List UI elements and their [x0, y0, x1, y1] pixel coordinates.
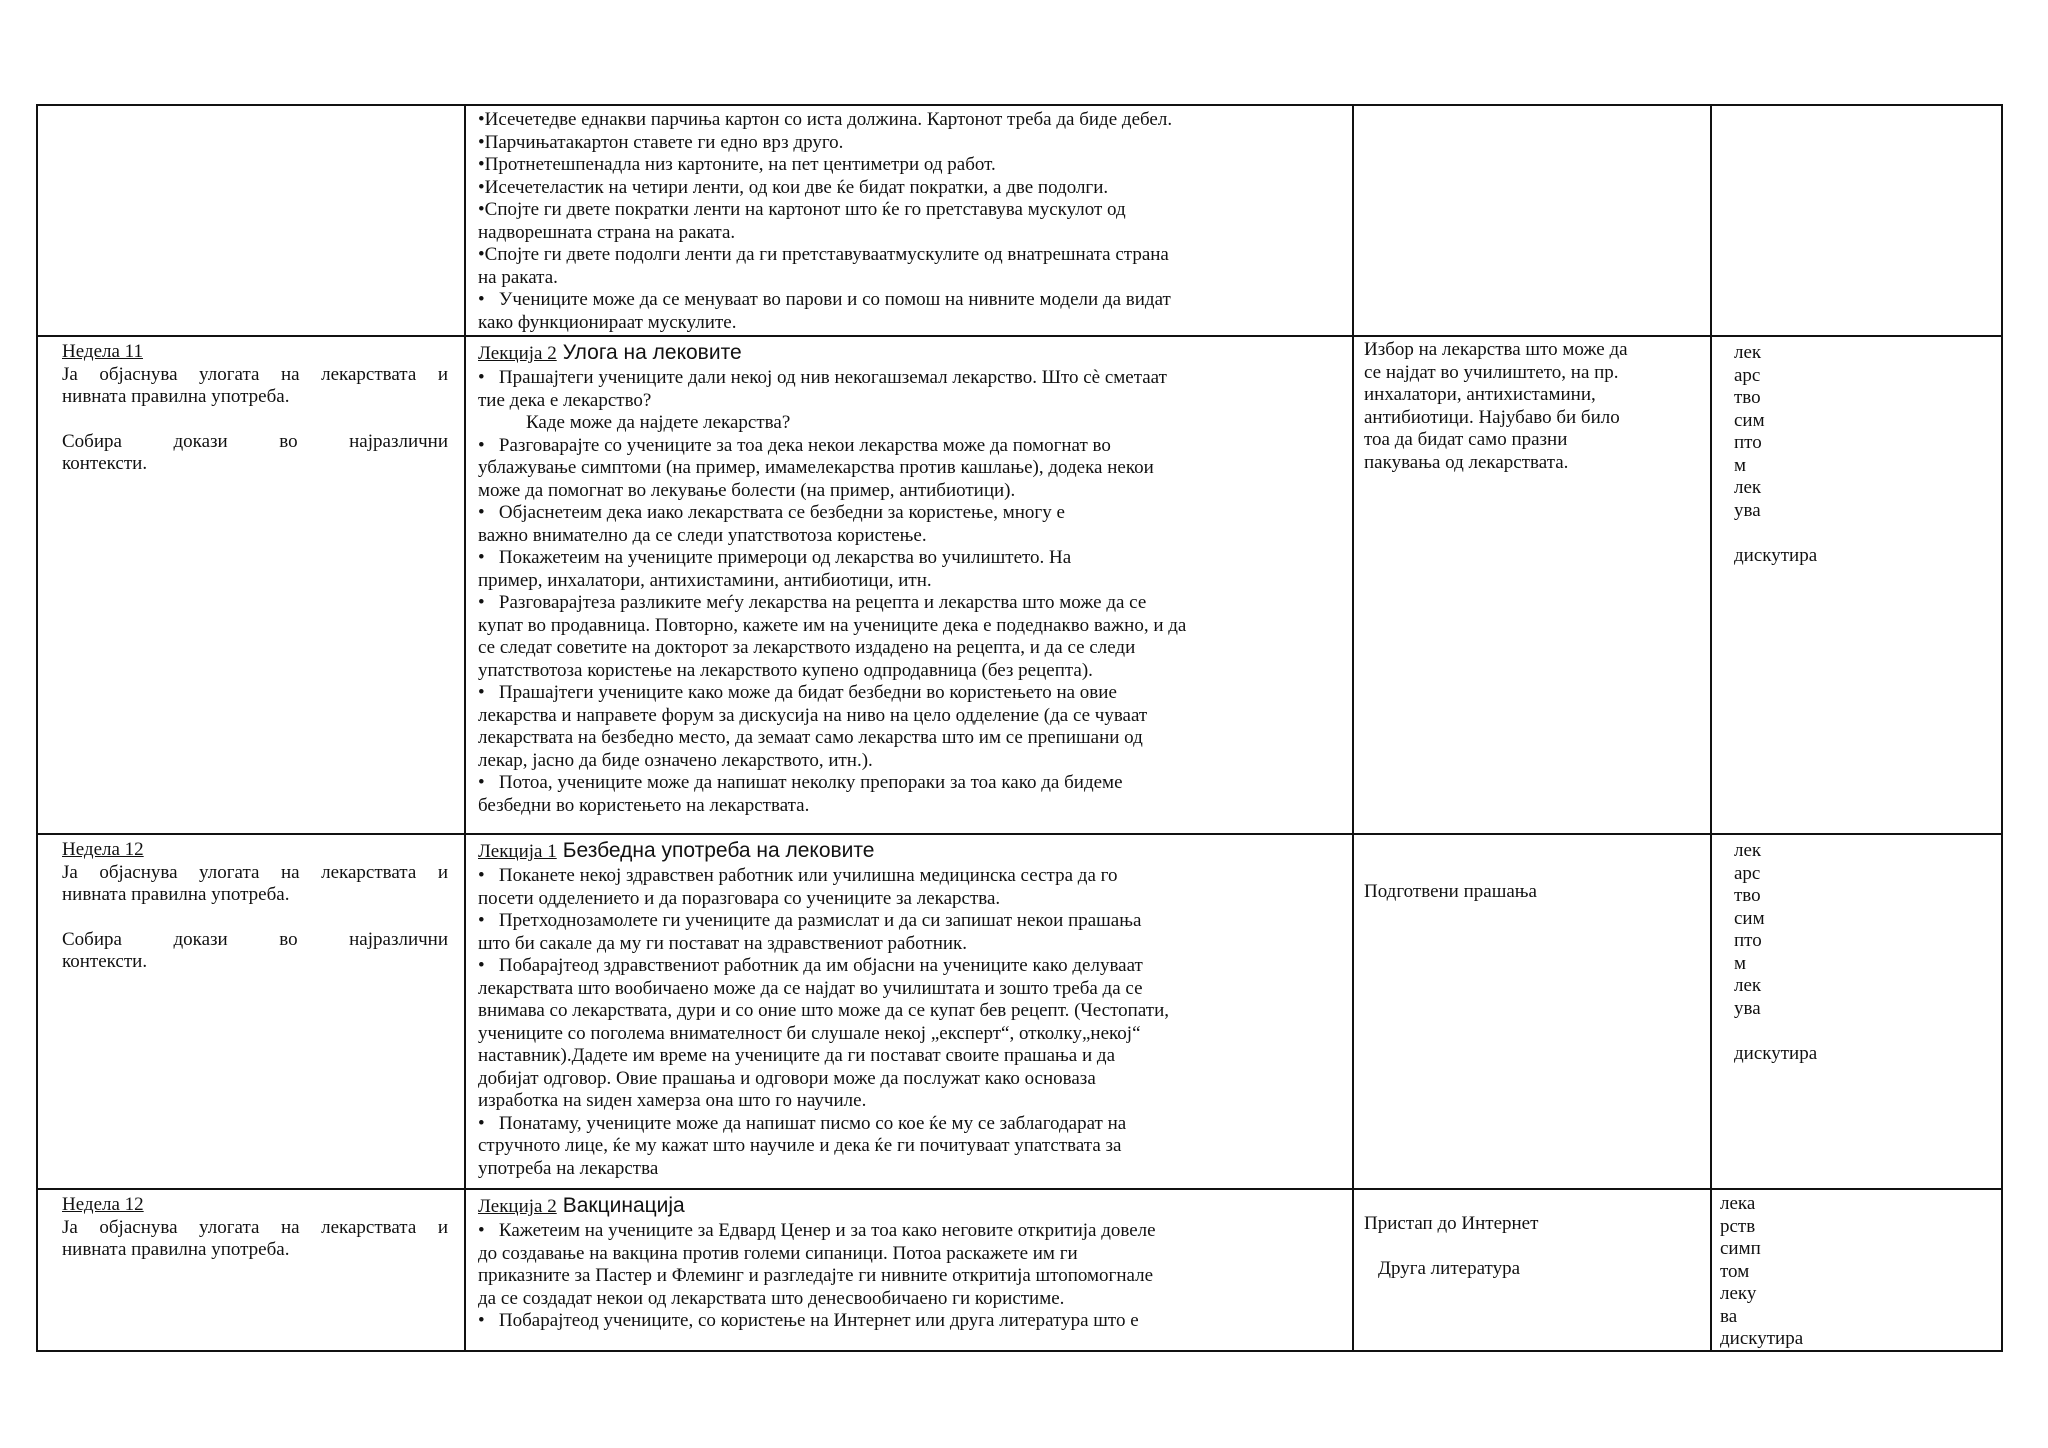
activity-line: пример, инхалатори, антихистамини, антибиотици, итн.: [478, 569, 932, 591]
resources-cell: [1364, 339, 1704, 829]
activity-line: лекарствата на безбедно место, да земаат само лекарства што им се препишани од: [478, 727, 1143, 748]
activity-line: • Учениците може да се менуваат во парови и со помош на нивните модели да видат: [478, 289, 1171, 310]
objectives-cell: [62, 1194, 448, 1346]
lesson-heading: [478, 341, 1348, 365]
row-divider-3: [36, 1188, 2003, 1190]
activity-line: •Исечетедве еднакви парчиња картон со иста должина. Картонот треба да биде дебел.: [478, 109, 1173, 130]
term-fragment: пто: [1734, 930, 1762, 951]
activity-line: упатствотоза користење на лекарството купено одпродавница (без рецепта).: [478, 659, 1093, 681]
activity-line: •Исечетеластик на четири ленти, од кои две ќе бидат пократки, а две подолги.: [478, 176, 1109, 198]
activities-cell: [478, 109, 1348, 333]
activities-cell: [478, 1194, 1348, 1348]
activity-line: • Прашајтеги учениците како може да бидат безбедни во користењето на овие: [478, 682, 1117, 703]
term-fragment: лек: [1734, 975, 1762, 996]
week-label: Недела 12: [62, 839, 144, 860]
activity-line: добијат одговор. Овие прашања и одговори може да послужат како основаза: [478, 1067, 1096, 1089]
activity-line: • Побарајтеод здравствениот работник да им објасни на учениците како делуваат: [478, 955, 1143, 976]
activity-line: • Покажетеим на учениците примероци од лекарства во училиштето. На: [478, 547, 1072, 568]
activity-line: • Поканете некој здравствен работник или училишна медицинска сестра да го: [478, 865, 1118, 886]
activity-line: • Потоа, учениците може да напишат неколку препораки за тоа како да бидеме: [478, 772, 1123, 793]
activity-line: • Кажетеим на учениците за Едвард Ценер и за тоа како неговите откритија довеле: [478, 1220, 1156, 1241]
objective-line: контексти.: [62, 951, 148, 972]
term-fragment: арс: [1734, 364, 1761, 386]
activity-line: •Протнетешпенадла низ картоните, на пет центиметри од работ.: [478, 154, 996, 175]
term-fragment: лек: [1734, 342, 1762, 363]
resources-cell: [1364, 1213, 1704, 1347]
week-label: Недела 11: [62, 341, 143, 362]
terms-cell: [1720, 1193, 1996, 1350]
resource-line: Пристап до Интернет: [1364, 1213, 1539, 1234]
column-divider-2: [1352, 104, 1354, 1352]
week-label: Недела 12: [62, 1194, 144, 1215]
lesson-number: Лекција 2: [478, 343, 557, 364]
activities-cell: [478, 839, 1348, 1186]
column-divider-3: [1710, 104, 1712, 1352]
activity-line: како функционираат мускулите.: [478, 311, 737, 333]
term-fragment: м: [1734, 454, 1747, 476]
objective-line: нивната правилна употреба.: [62, 1239, 290, 1260]
activity-line: •Спојте ги двете подолги ленти да ги претставуваатмускулите од внатрешната страна: [478, 244, 1169, 265]
row-divider-2: [36, 833, 2003, 835]
activity-line: надворешната страна на раката.: [478, 221, 736, 243]
objective-line: Собира докази во најразлични: [62, 928, 448, 950]
resource-line: Подготвени прашања: [1364, 881, 1537, 902]
activity-line: • Разговарајтеза разликите меѓу лекарства на рецепта и лекарства што може да се: [478, 592, 1147, 613]
activity-line: ублажување симптоми (на пример, имамелекарства против кашлање), додека некои: [478, 457, 1154, 478]
activity-line: важно внимателно да се следи упатствотоза користење.: [478, 524, 927, 546]
resources-cell: [1364, 109, 1704, 331]
term-fragment: арс: [1734, 862, 1761, 884]
terms-cell: [1734, 840, 1996, 1184]
paragraph-gap: [62, 907, 448, 929]
activity-line: лекар, јасно да биде означено лекарството, итн.).: [478, 749, 873, 771]
resource-line: тоа да бидат само празни: [1364, 429, 1568, 450]
column-divider-1: [464, 104, 466, 1352]
term-fragment: сим: [1734, 409, 1765, 431]
activity-line: на раката.: [478, 266, 558, 288]
row-divider-1: [36, 335, 2003, 337]
lesson-title: Улога на лековите: [562, 341, 742, 364]
term-fragment: лек: [1734, 477, 1762, 498]
term-fragment: ва: [1720, 1305, 1738, 1327]
term-fragment: лек: [1734, 840, 1762, 861]
resource-line: се најдат во училиштето, на пр.: [1364, 361, 1619, 383]
table-border-right: [2001, 104, 2003, 1352]
activity-line: се следат советите на докторот за лекарството издадено на рецепта, и да се следи: [478, 637, 1136, 658]
activity-line: што би сакале да му ги постават на здравствениот работник.: [478, 932, 968, 954]
lesson-title: Безбедна употреба на лековите: [562, 839, 875, 862]
objectives-cell: [62, 341, 448, 829]
objective-line: Ја објаснува улогата на лекарствата и: [62, 1216, 448, 1238]
resource-line: Друга литература: [1378, 1258, 1520, 1279]
table-border-bottom: [36, 1350, 2003, 1352]
activity-line: изработка на ѕиден хамерза она што го научиле.: [478, 1090, 867, 1111]
activity-line: учениците со поголема внимателност би слушале некој „експерт“, отколку„некој“: [478, 1022, 1141, 1044]
term-fragment: дискутира: [1734, 544, 1818, 566]
activity-line: внимава со лекарствата, дури и со оние што може да се купат бев рецепт. (Честопати,: [478, 1000, 1169, 1021]
lesson-number: Лекција 2: [478, 1196, 557, 1217]
activity-line: тие дека е лекарство?: [478, 389, 652, 411]
term-fragment: леку: [1720, 1283, 1757, 1304]
activity-line: приказните за Пастер и Флеминг и разгледајте ги нивните откритија штопомогнале: [478, 1265, 1154, 1286]
term-spacer: [1734, 1020, 1996, 1043]
activities-cell: [478, 341, 1348, 831]
term-fragment: пто: [1734, 432, 1762, 453]
objective-line: Ја објаснува улогата на лекарствата и: [62, 861, 448, 883]
term-fragment: лека: [1720, 1193, 1756, 1214]
objective-line: нивната правилна употреба.: [62, 386, 290, 407]
terms-cell: [1734, 342, 1996, 830]
activity-line: посети одделението и да поразговара со учениците за лекарства.: [478, 887, 1001, 909]
activity-line: • Претходнозамолете ги учениците да размислат и да си запишат некои прашања: [478, 910, 1142, 931]
term-fragment: ува: [1734, 997, 1761, 1019]
activity-line: може да помогнат во лекување болести (на пример, антибиотици).: [478, 479, 1016, 501]
activity-line: • Прашајтеги учениците дали некој од нив некогашземал лекарство. Што сè сметаат: [478, 367, 1167, 388]
terms-cell: [1734, 109, 1996, 331]
activity-line: безбедни во користењето на лекарствата.: [478, 794, 810, 816]
lesson-number: Лекција 1: [478, 841, 557, 862]
objective-line: Ја објаснува улогата на лекарствата и: [62, 363, 448, 385]
lesson-heading: [478, 839, 1348, 863]
objective-line: нивната правилна употреба.: [62, 884, 290, 905]
resource-spacer: [1364, 1236, 1704, 1259]
term-fragment: м: [1734, 952, 1747, 974]
paragraph-gap: [62, 409, 448, 431]
table-border-top: [36, 104, 2003, 106]
activity-line: • Понатаму, учениците може да напишат писмо со кое ќе му се заблагодарат на: [478, 1112, 1127, 1134]
resource-line: Избор на лекарства што може да: [1364, 339, 1628, 360]
objective-line: Собира докази во најразлични: [62, 430, 448, 452]
term-fragment: тво: [1734, 885, 1761, 906]
term-spacer: [1734, 522, 1996, 545]
lesson-title: Вакцинација: [562, 1194, 685, 1217]
activity-line: да се создадат некои од лекарствата што денесвообичаено ги користиме.: [478, 1287, 1065, 1309]
objectives-cell: [62, 839, 448, 1184]
term-fragment: рств: [1720, 1215, 1756, 1237]
activity-line: стручното лице, ќе му кажат што научиле и дека ќе ги почитуваат упатствата за: [478, 1135, 1122, 1156]
term-fragment: сим: [1734, 907, 1765, 929]
activity-line: лекарствата што вообичаено може да се најдат во училиштата и зошто треба да се: [478, 977, 1143, 999]
activity-line: наставник).Дадете им време на учениците да ги постават своите прашања и да: [478, 1045, 1116, 1066]
activity-line: до создавање на вакцина против големи сипаници. Потоа раскажете им ги: [478, 1242, 1078, 1264]
activity-line: Каде може да најдете лекарства?: [526, 412, 791, 433]
activity-line: • Побарајтеод учениците, со користење на Интернет или друга литература што е: [478, 1310, 1139, 1331]
objective-line: контексти.: [62, 453, 148, 474]
term-fragment: дискутира: [1720, 1328, 1804, 1349]
table-border-left: [36, 104, 38, 1352]
activity-line: • Разговарајте со учениците за тоа дека некои лекарства може да помогнат во: [478, 434, 1111, 456]
activity-line: лекарства и направете форум за дискусија на ниво на цело одделение (да се чуваат: [478, 704, 1148, 726]
term-fragment: ува: [1734, 499, 1761, 521]
term-fragment: том: [1720, 1260, 1750, 1282]
activity-line: купат во продавница. Повторно, кажете им на учениците дека е подеднакво важно, и да: [478, 614, 1187, 636]
resource-line: пакувања од лекарствата.: [1364, 451, 1569, 473]
activity-line: •Парчињатакартон ставете ги едно врз друго.: [478, 131, 844, 153]
objectives-cell: [62, 109, 448, 331]
resources-cell: [1364, 881, 1704, 1181]
activity-line: употреба на лекарства: [478, 1157, 659, 1179]
resource-line: инхалатори, антихистамини,: [1364, 384, 1596, 405]
term-fragment: тво: [1734, 387, 1761, 408]
term-fragment: дискутира: [1734, 1042, 1818, 1064]
term-fragment: симп: [1720, 1238, 1761, 1259]
activity-line: •Спојте ги двете пократки ленти на картонот што ќе го претставува мускулот од: [478, 199, 1126, 220]
resource-line: антибиотици. Најубаво би било: [1364, 406, 1620, 428]
activity-line: • Објаснетеим дека иако лекарствата се безбедни за користење, многу е: [478, 502, 1065, 523]
lesson-heading: [478, 1194, 1348, 1218]
